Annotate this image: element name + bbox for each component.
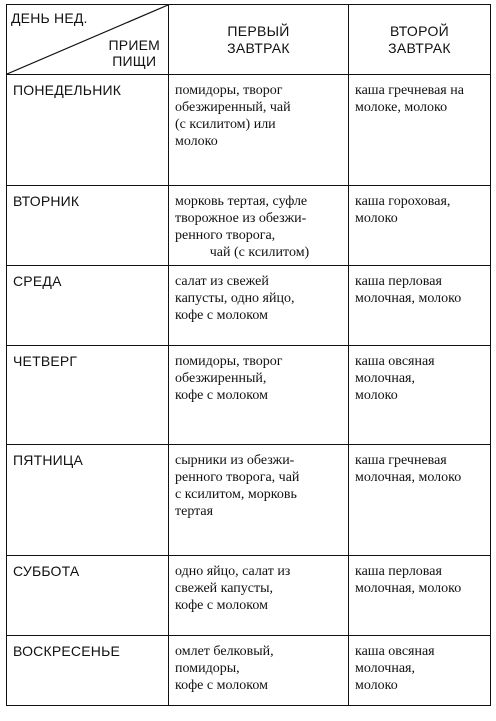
food-line: омлет белковый, — [175, 644, 274, 659]
food-line: сырники из обезжи- — [175, 453, 295, 468]
food-line: кофе с молоком — [175, 308, 268, 323]
table-row — [7, 266, 491, 346]
first-breakfast-cell — [169, 186, 349, 266]
second-breakfast-cell — [349, 636, 491, 706]
food-line: каша гороховая, — [355, 194, 451, 209]
food-line: помидоры, творог — [175, 354, 283, 369]
food-line: каша овсяная — [355, 354, 435, 369]
second-breakfast-cell — [349, 445, 491, 556]
food-line: каша перловая — [355, 274, 442, 289]
meal-header-line1: ПРИЕМ — [108, 37, 160, 53]
breakfast-menu-table — [6, 4, 491, 706]
second-breakfast-header-line2: ЗАВТРАК — [388, 40, 451, 56]
day-cell: СРЕДА — [7, 266, 169, 346]
food-line: обезжиренный, чай — [175, 100, 291, 115]
food-line: молочная, молоко — [355, 581, 462, 596]
first-breakfast-header-line1: ПЕРВЫЙ — [227, 23, 290, 39]
second-breakfast-cell — [349, 75, 491, 186]
food-line: свежей капусты, — [175, 581, 273, 596]
food-line: кофе с молоком — [175, 598, 268, 613]
food-line: ренного творога, чай — [175, 470, 300, 485]
food-line: кофе с молоком — [175, 678, 268, 693]
table-row — [7, 556, 491, 636]
food-line: морковь тертая, суфле — [175, 194, 308, 209]
food-line: салат из свежей — [175, 274, 269, 289]
first-breakfast-cell — [169, 445, 349, 556]
day-cell: ЧЕТВЕРГ — [7, 346, 169, 445]
first-breakfast-cell — [169, 266, 349, 346]
food-line: каша гречневая на — [355, 83, 464, 98]
day-cell: ПОНЕДЕЛЬНИК — [7, 75, 169, 186]
food-line: молоко — [355, 678, 398, 693]
first-breakfast-cell — [169, 75, 349, 186]
second-breakfast-cell — [349, 186, 491, 266]
second-breakfast-cell — [349, 266, 491, 346]
food-line: творожное из обезжи- — [175, 211, 307, 226]
table-row — [7, 445, 491, 556]
first-breakfast-header-line2: ЗАВТРАК — [227, 40, 290, 56]
day-cell: ВОСКРЕСЕНЬЕ — [7, 636, 169, 706]
second-breakfast-header — [349, 5, 491, 75]
food-line: каша гречневая — [355, 453, 447, 468]
food-line: молочная, — [355, 661, 415, 676]
table-row — [7, 636, 491, 706]
food-line: одно яйцо, салат из — [175, 564, 291, 579]
table-row — [7, 75, 491, 186]
food-line: молочная, молоко — [355, 291, 462, 306]
food-line: с ксилитом, морковь — [175, 487, 297, 502]
day-cell: СУББОТА — [7, 556, 169, 636]
table-row — [7, 186, 491, 266]
food-line: ренного творога, — [175, 228, 276, 243]
food-line: молоко — [355, 211, 398, 226]
day-cell: ПЯТНИЦА — [7, 445, 169, 556]
second-breakfast-header-line1: ВТОРОЙ — [390, 23, 449, 39]
first-breakfast-header — [169, 5, 349, 75]
food-line: кофе с молоком — [175, 388, 268, 403]
food-line: молоко — [175, 134, 218, 149]
second-breakfast-cell — [349, 346, 491, 445]
table-row — [7, 346, 491, 445]
meal-header — [109, 37, 160, 69]
food-line: молоко — [355, 388, 398, 403]
food-line: тертая — [175, 504, 214, 519]
food-line: молочная, молоко — [355, 470, 462, 485]
food-line: молоке, молоко — [355, 100, 448, 115]
food-line: каша овсяная — [355, 644, 435, 659]
food-line: чай (с ксилитом) — [209, 245, 310, 260]
food-line: (с ксилитом) или — [175, 117, 276, 132]
food-line: капусты, одно яйцо, — [175, 291, 295, 306]
food-line: каша перловая — [355, 564, 442, 579]
first-breakfast-cell — [169, 636, 349, 706]
food-line: обезжиренный, — [175, 371, 267, 386]
day-of-week-header: ДЕНЬ НЕД. — [11, 10, 88, 26]
food-line: помидоры, — [175, 661, 240, 676]
meal-header-line2: ПИЩИ — [112, 53, 157, 69]
corner-header-cell — [7, 5, 169, 75]
food-line: молочная, — [355, 371, 415, 386]
day-cell: ВТОРНИК — [7, 186, 169, 266]
first-breakfast-cell — [169, 346, 349, 445]
food-line: помидоры, творог — [175, 83, 283, 98]
header-row — [7, 5, 491, 75]
first-breakfast-cell — [169, 556, 349, 636]
second-breakfast-cell — [349, 556, 491, 636]
